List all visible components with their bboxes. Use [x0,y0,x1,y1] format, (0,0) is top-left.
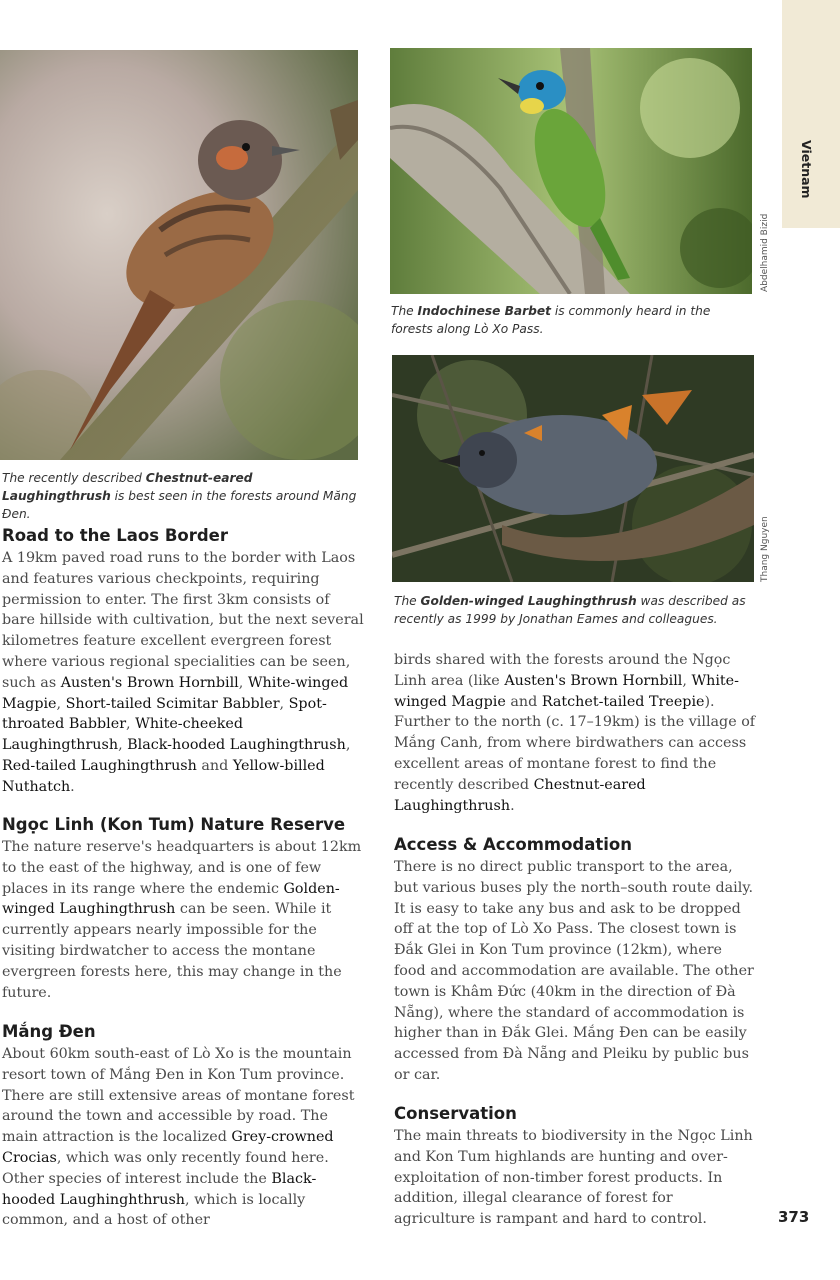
chapter-tab-label: Vietnam [799,140,814,199]
access-heading: Access & Accommodation [394,835,633,854]
mang-den-continued-paragraph: birds shared with the forests around the Ngọc Linh area (like Austen's Brown Hornbill, White-winged Magpie and Ratchet-tailed Treepie). Further to the north (c. 17–19km) is the village of Mắng Canh, from where birdwathers can access excellent areas of montane forest to find the recently described Chestnut-eared Laughingthrush. [394,652,756,814]
barbet-photo-credit: Abdelhamid Bizid [760,213,770,292]
golden-winged-caption: The Golden-winged Laughingthrush was described as recently as 1999 by Jonathan Eames and colleagues. [394,594,746,626]
page-number: 373 [778,1208,810,1226]
indochinese-barbet-photo [390,48,752,294]
mang-den-heading: Mắng Đen [2,1022,96,1041]
barbet-caption: The Indochinese Barbet is commonly heard in the forests along Lò Xo Pass. [391,304,711,336]
mang-den-paragraph: About 60km south-east of Lò Xo is the mountain resort town of Mắng Đen in Kon Tum province. There are still extensive areas of montane forest around the town and accessible by road. The main attraction is the localized Grey-crowned Crocias, which was only recently found here. Other species of interest include the Black-hooded Laughinghthrush, which is locally common, and a host of other [2,1046,355,1229]
ngoc-linh-heading: Ngọc Linh (Kon Tum) Nature Reserve [2,815,346,834]
golden-winged-photo-credit: Thang Nguyen [760,516,770,582]
ngoc-linh-paragraph: The nature reserve's headquarters is about 12km to the east of the highway, and is one of few places in its range where the endemic Golden-winged Laughingthrush can be seen. While it currently appears nearly impossible for the visiting birdwatcher to access the montane evergreen forests here, this may change in the future. [2,839,362,1001]
chestnut-eared-laughingthrush-photo [0,50,358,460]
chestnut-eared-caption: The recently described Chestnut-eared Laughingthrush is best seen in the forests around Măng Đen. [2,471,357,521]
conservation-paragraph: The main threats to biodiversity in the Ngọc Linh and Kon Tum highlands are hunting and over-exploitation of non-timber forest products. In addition, illegal clearance of forest for agriculture is rampant and hard to control. [394,1128,753,1228]
conservation-heading: Conservation [394,1104,517,1123]
access-paragraph: There is no direct public transport to the area, but various buses ply the north–south route daily. It is easy to take any bus and ask to be dropped off at the top of Lò Xo Pass. The closest town is Đắk Glei in Kon Tum province (12km), where food and accommodation are available. The other town is Khâm Đức (40km in the direction of Đà Nẵng), where the standard of accommodation is higher than in Đắk Glei. Mắng Đen can be easily accessed from Đà Nẵng and Pleiku by public bus or car. [394,859,754,1083]
road-heading: Road to the Laos Border [2,526,229,545]
road-paragraph: A 19km paved road runs to the border with Laos and features various checkpoints, requiring permission to enter. The first 3km consists of bare hillside with cultivation, but the next several kilometres feature excellent evergreen forest where various regional specialities can be seen, such as Austen's Brown Hornbill, White-winged Magpie, Short-tailed Scimitar Babbler, Spot-throated Babbler, White-cheeked Laughingthrush, Black-hooded Laughingthrush, Red-tailed Laughingthrush and Yellow-billed Nuthatch. [2,550,364,795]
golden-winged-laughingthrush-photo [392,355,754,582]
